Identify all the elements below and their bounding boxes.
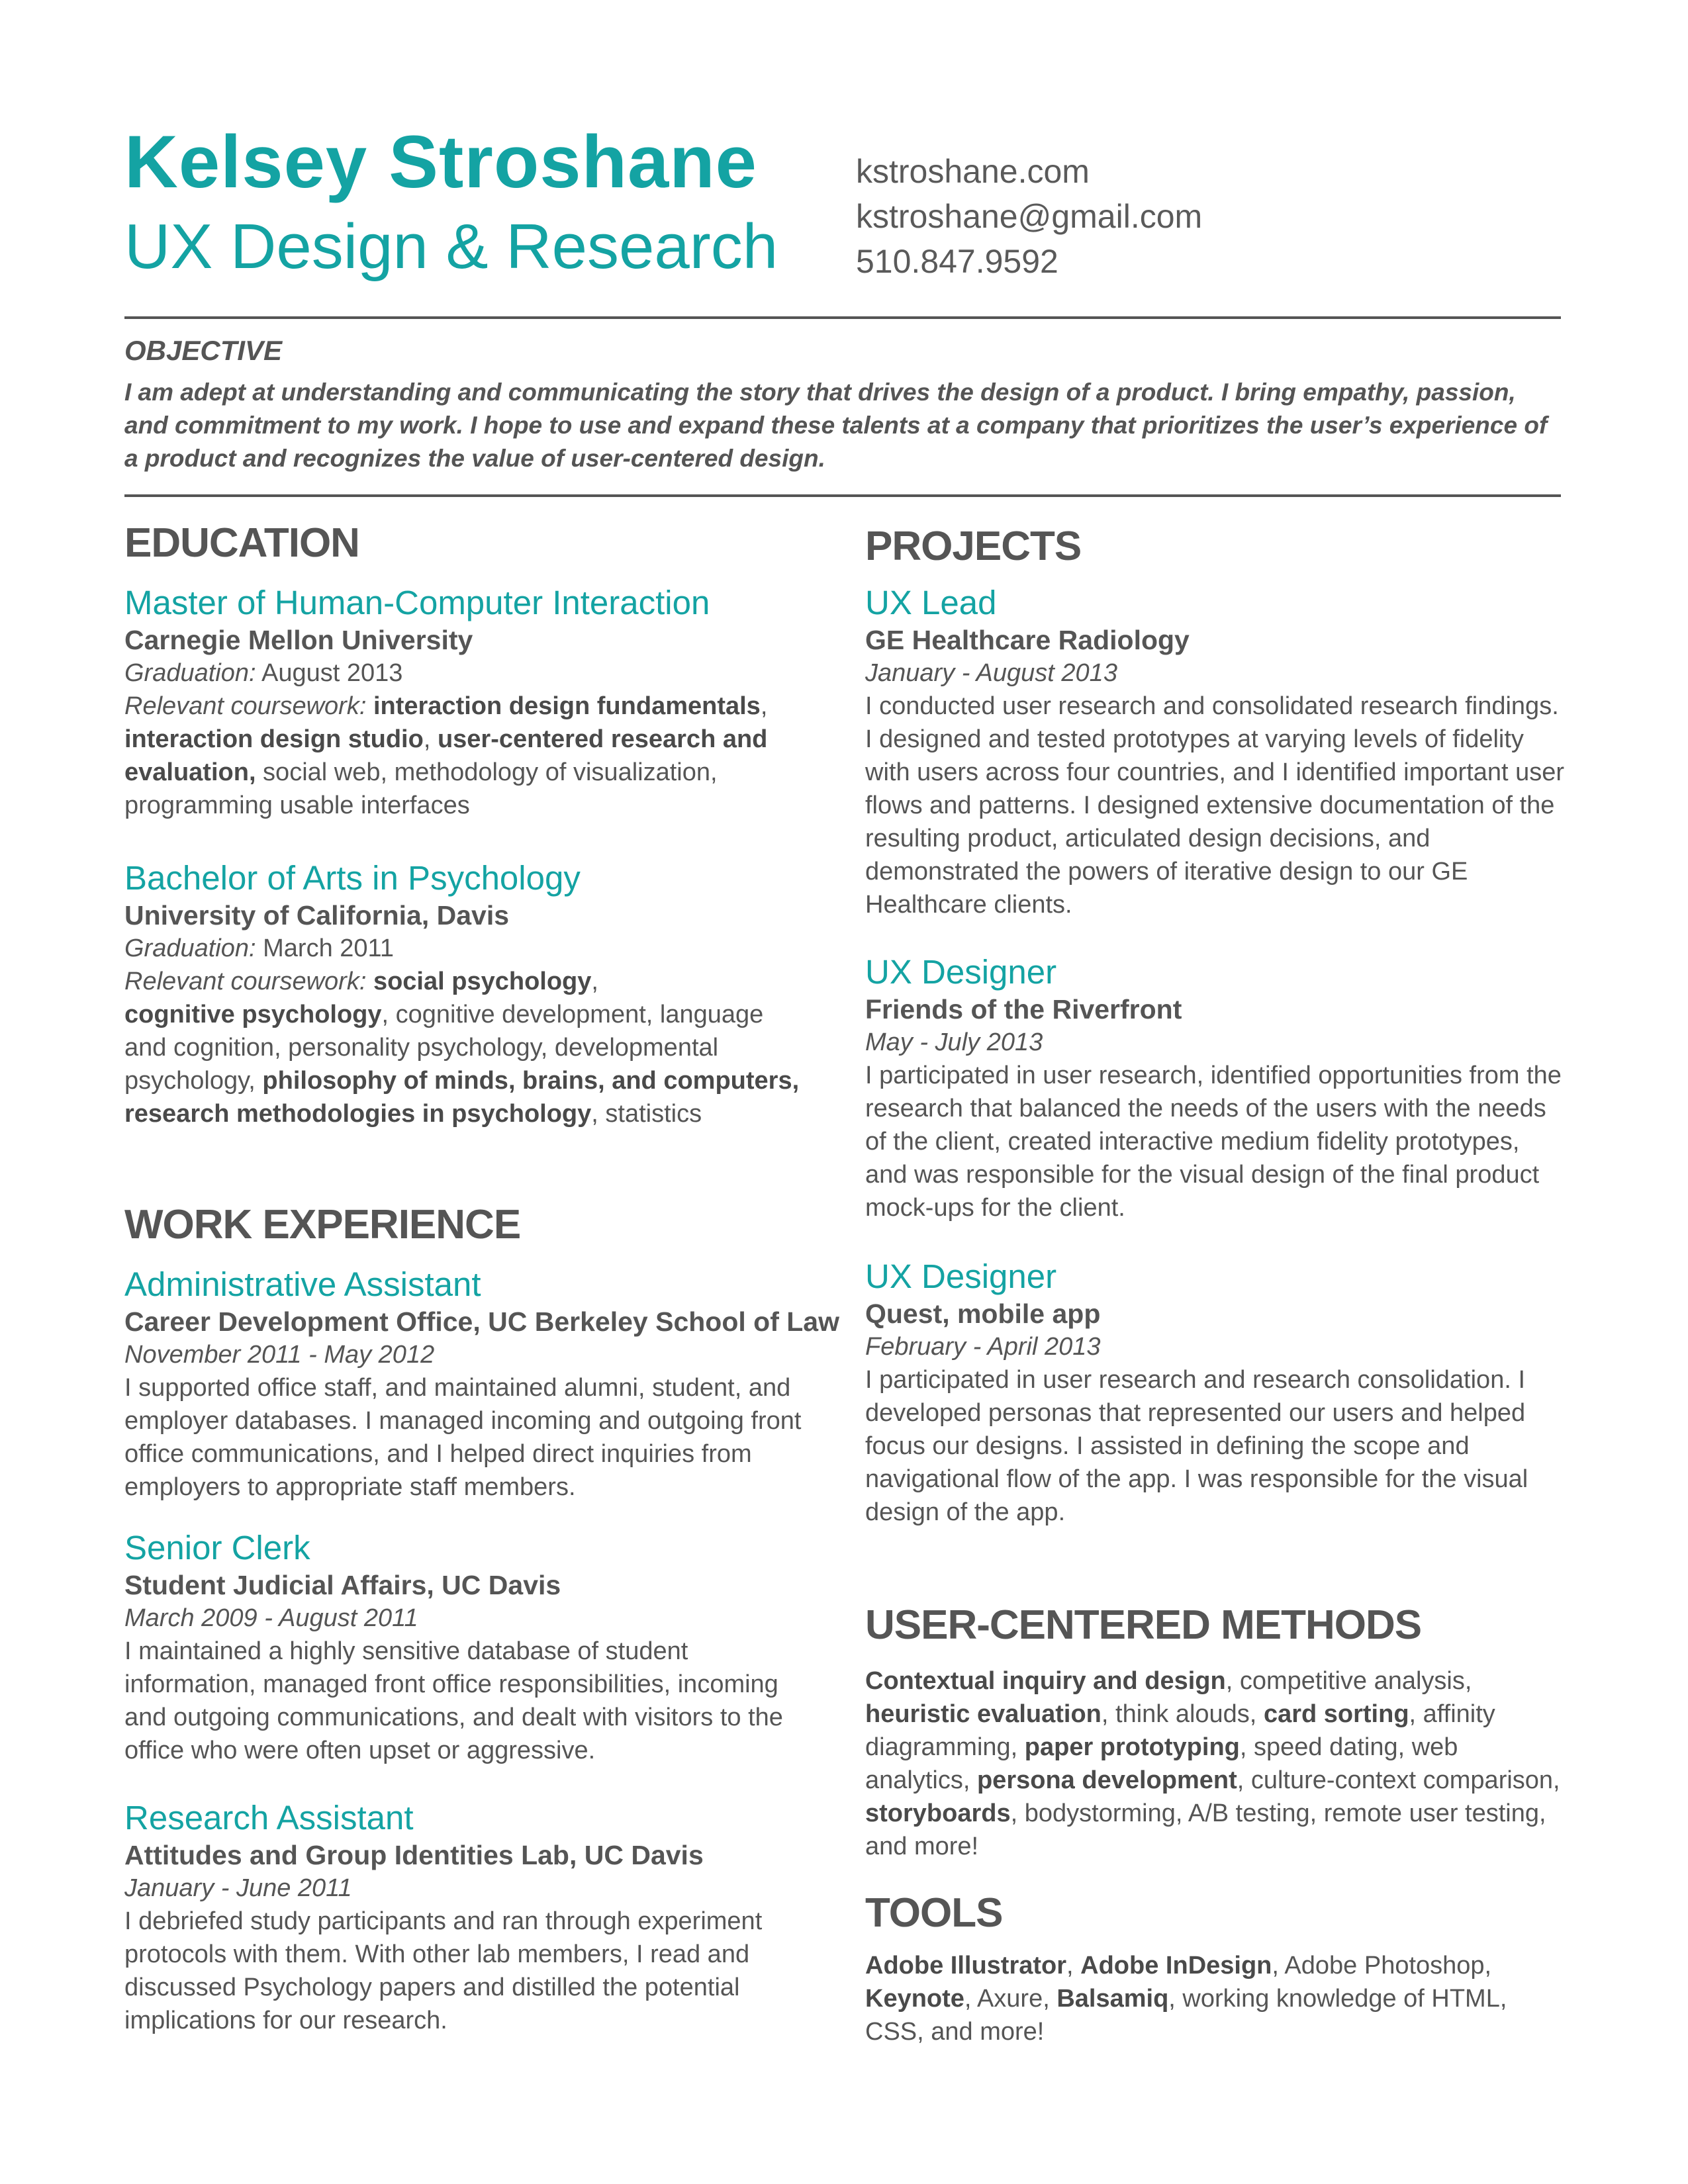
method-item: card sorting <box>1263 1700 1409 1728</box>
project-role: UX Designer <box>865 1257 1057 1295</box>
job-description: I debriefed study participants and ran through experiment protocols with them. With other lab members, I read and discussed Psychology papers and distilled the potential implications for our research. <box>124 1907 763 2034</box>
coursework-line <box>124 723 826 756</box>
method-text: , culture-context comparison, <box>1237 1766 1560 1794</box>
method-text: , competitive analysis, <box>1225 1667 1472 1695</box>
graduation-date: March 2011 <box>256 934 394 962</box>
email-link[interactable]: kstroshane@gmail.com <box>856 198 1203 235</box>
tools-text <box>865 1949 1567 2048</box>
graduation-label: Graduation: <box>124 934 256 962</box>
phone-number: 510.847.9592 <box>856 243 1058 280</box>
work-heading: WORK EXPERIENCE <box>124 1202 521 1248</box>
tools-heading: TOOLS <box>865 1890 1003 1936</box>
job-title: Administrative Assistant <box>124 1265 481 1303</box>
education-heading: EDUCATION <box>124 520 359 566</box>
degree-title: Bachelor of Arts in Psychology <box>124 859 581 897</box>
method-item: heuristic evaluation <box>865 1700 1102 1728</box>
coursework-line <box>124 1064 826 1097</box>
candidate-title: UX Design & Research <box>124 211 778 282</box>
tool-item: Adobe InDesign <box>1080 1952 1272 1979</box>
method-item: persona development <box>976 1766 1237 1794</box>
divider-top <box>124 316 1561 319</box>
project-entry <box>865 582 1567 921</box>
graduation-line <box>124 932 826 965</box>
course-item: evaluation, <box>124 758 256 786</box>
course-text: psychology, <box>124 1067 263 1095</box>
tool-item: Balsamiq <box>1056 1985 1169 2013</box>
work-entry <box>124 1797 826 2037</box>
course-item: user-centered research and <box>437 725 768 753</box>
graduation-label: Graduation: <box>124 659 256 687</box>
course-item: philosophy of minds, brains, and computers, <box>262 1067 800 1095</box>
separator: , <box>760 692 768 720</box>
coursework-line <box>124 690 826 723</box>
method-item: Contextual inquiry and design <box>865 1667 1226 1695</box>
course-item: interaction design studio <box>124 725 424 753</box>
job-dates: March 2009 - August 2011 <box>124 1604 418 1632</box>
separator: , <box>591 968 598 995</box>
methods-heading: USER-CENTERED METHODS <box>865 1602 1422 1648</box>
job-title: Research Assistant <box>124 1799 414 1837</box>
work-entry <box>124 1527 826 1767</box>
method-item: storyboards <box>865 1799 1011 1827</box>
education-entry <box>124 858 826 1130</box>
school-name: Carnegie Mellon University <box>124 625 473 655</box>
method-text: , bodystorming, A/B testing, remote user testing, and more! <box>865 1799 1546 1860</box>
objective-text: I am adept at understanding and communicating the story that drives the design of a product. I bring empathy, passion, and commitment to my work. I hope to use and expand these talents at a company that prioritizes the user’s experience of a product and recognizes the value of user-centered design. <box>124 379 1548 472</box>
degree-title: Master of Human-Computer Interaction <box>124 584 710 621</box>
coursework-line <box>124 998 826 1031</box>
coursework-label: Relevant coursework: <box>124 968 367 995</box>
tool-item: Adobe Illustrator <box>865 1952 1067 1979</box>
coursework-line <box>124 1097 826 1130</box>
project-client: Friends of the Riverfront <box>865 994 1182 1024</box>
project-dates: February - April 2013 <box>865 1333 1101 1361</box>
project-description: I conducted user research and consolidated research findings. I designed and tested prototypes at varying levels of fidelity with users across four countries, and I identified important user flows and patterns. I designed extensive documentation of the resulting product, articulated design decisions, and demonstrated the powers of iterative design to our GE Healthcare clients. <box>865 692 1565 919</box>
project-description: I participated in user research and research consolidation. I developed personas that represented our users and helped focus our designs. I assisted in defining the scope and navigational flow of the app. I was responsible for the visual design of the app. <box>865 1366 1528 1526</box>
project-dates: January - August 2013 <box>865 659 1117 687</box>
job-title: Senior Clerk <box>124 1529 310 1567</box>
course-item: research methodologies in psychology <box>124 1100 592 1128</box>
project-dates: May - July 2013 <box>865 1028 1043 1056</box>
project-client: Quest, mobile app <box>865 1298 1101 1329</box>
coursework-line <box>124 965 826 998</box>
project-entry <box>865 1256 1567 1529</box>
employer-name: Career Development Office, UC Berkeley School of Law <box>124 1306 839 1337</box>
course-item: cognitive psychology <box>124 1001 382 1028</box>
course-item: social psychology <box>373 968 592 995</box>
job-description: I maintained a highly sensitive database of student information, managed front office responsibilities, incoming and outgoing communications, and dealt with visitors to the office who were often upset or aggressive. <box>124 1637 783 1764</box>
employer-name: Attitudes and Group Identities Lab, UC Davis <box>124 1840 704 1870</box>
contact-block <box>856 149 1202 284</box>
coursework-label: Relevant coursework: <box>124 692 367 720</box>
tool-text: , working knowledge of HTML, CSS, and more! <box>865 1985 1507 2046</box>
graduation-line <box>124 657 826 690</box>
project-client: GE Healthcare Radiology <box>865 625 1190 655</box>
coursework-line: and cognition, personality psychology, developmental <box>124 1034 719 1062</box>
tool-text: , Axure, <box>964 1985 1057 2013</box>
education-entry <box>124 582 826 822</box>
coursework-line: programming usable interfaces <box>124 792 470 819</box>
website-link[interactable]: kstroshane.com <box>856 153 1090 190</box>
project-entry <box>865 952 1567 1224</box>
methods-text <box>865 1664 1567 1863</box>
school-name: University of California, Davis <box>124 900 510 931</box>
separator: , <box>423 725 438 753</box>
job-description: I supported office staff, and maintained alumni, student, and employer databases. I managed incoming and outgoing front office communications, and I helped direct inquiries from employers to appropriate staff members. <box>124 1374 802 1501</box>
divider-bottom <box>124 494 1561 497</box>
job-dates: January - June 2011 <box>124 1874 352 1902</box>
method-text: , speed dating, web analytics, <box>865 1733 1458 1794</box>
tool-item: Keynote <box>865 1985 964 2013</box>
work-entry <box>124 1264 839 1504</box>
project-description: I participated in user research, identified opportunities from the research that balanced the needs of the users with the needs of the client, created interactive medium fidelity prototypes, and was responsible for the visual design of the final product mock-ups for the client. <box>865 1062 1562 1222</box>
project-role: UX Designer <box>865 953 1057 991</box>
course-text: , cognitive development, language <box>381 1001 764 1028</box>
course-item: interaction design fundamentals <box>373 692 761 720</box>
tool-text: , Adobe Photoshop, <box>1272 1952 1492 1979</box>
course-text: , statistics <box>591 1100 702 1128</box>
project-role: UX Lead <box>865 584 997 621</box>
graduation-date: August 2013 <box>256 659 403 687</box>
projects-heading: PROJECTS <box>865 523 1082 569</box>
coursework-line <box>124 756 826 789</box>
job-dates: November 2011 - May 2012 <box>124 1341 435 1369</box>
method-text: , affinity diagramming, <box>865 1700 1495 1761</box>
course-text: social web, methodology of visualization, <box>256 758 718 786</box>
tool-text: , <box>1066 1952 1081 1979</box>
objective-heading: OBJECTIVE <box>124 335 283 366</box>
candidate-name: Kelsey Stroshane <box>124 120 757 203</box>
method-text: , think alouds, <box>1101 1700 1264 1728</box>
method-item: paper prototyping <box>1024 1733 1240 1761</box>
employer-name: Student Judicial Affairs, UC Davis <box>124 1570 561 1600</box>
